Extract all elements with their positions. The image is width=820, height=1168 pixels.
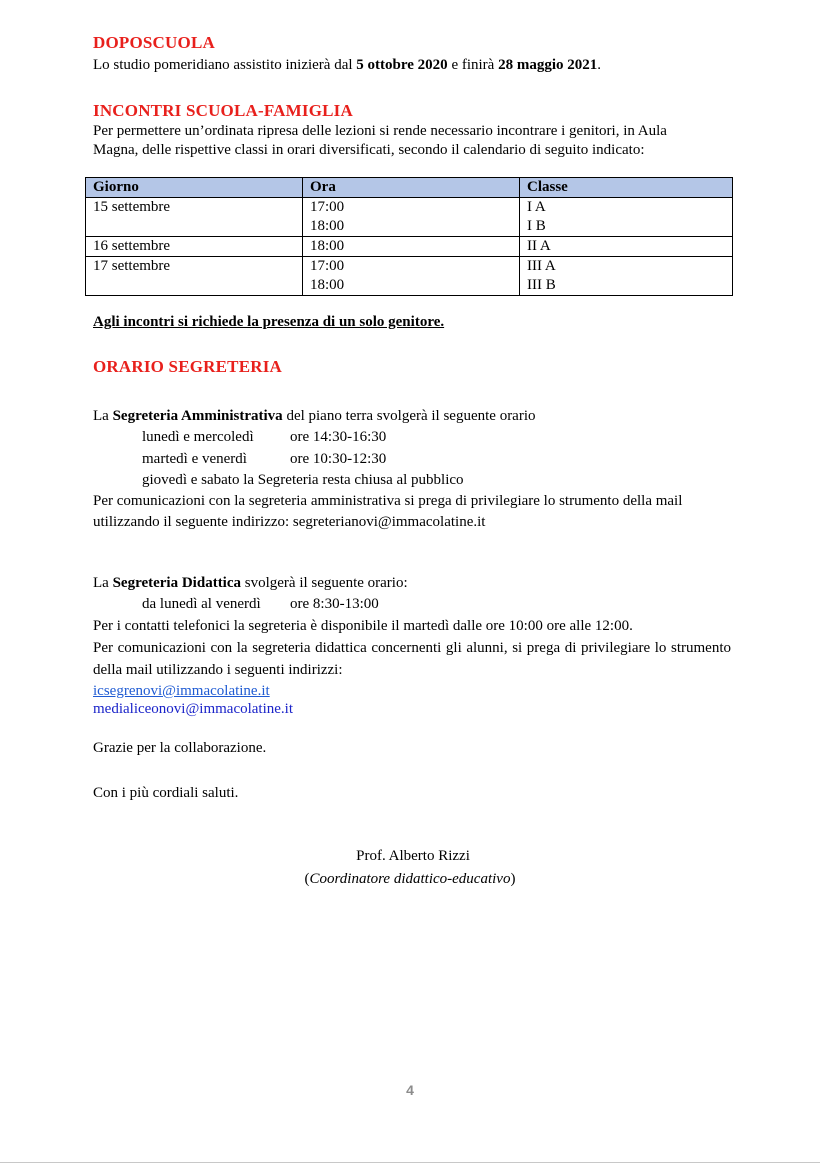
end-date: 28 maggio 2021	[498, 57, 598, 73]
cell-giorno: 17 settembre	[86, 257, 303, 296]
cell-classe: I A I B	[520, 198, 733, 237]
amm-mail-line-1: Per comunicazioni con la segreteria amministrativa si prega di privilegiare lo strumento della mail	[93, 493, 683, 509]
did-phone-note: Per i contatti telefonici la segreteria è disponibile il martedì dalle ore 10:00 ore alle 12:00.	[93, 618, 633, 634]
calendar-table	[85, 177, 733, 296]
incontri-line-2: Magna, delle rispettive classi in orari diversificati, secondo il calendario di seguito indicato:	[93, 142, 645, 158]
cell-ora: 18:00	[303, 237, 520, 257]
amm-schedule-days-2: martedì e venerdì	[142, 451, 247, 467]
table-header-row	[86, 178, 733, 198]
signature-name: Prof. Alberto Rizzi	[356, 848, 470, 864]
email-medialiceonovi: medialiceonovi@immacolatine.it	[93, 701, 294, 717]
amm-closed-note: giovedì e sabato la Segreteria resta chiusa al pubblico	[142, 472, 464, 488]
thanks-text: Grazie per la collaborazione.	[93, 740, 267, 756]
cell-classe: III A III B	[520, 257, 733, 296]
did-mail-note: Per comunicazioni con la segreteria didattica concernenti gli alunni, si prega di privilegiare lo strumento della mail utilizzando i seguenti indirizzi:	[93, 640, 731, 678]
column-header-classe: Classe	[520, 178, 733, 198]
amm-schedule-days-1: lunedì e mercoledì	[142, 429, 254, 445]
segreteria-heading: ORARIO SEGRETERIA	[93, 357, 283, 376]
incontri-heading: INCONTRI SCUOLA-FAMIGLIA	[93, 101, 353, 120]
page-number: 4	[406, 1082, 414, 1098]
single-parent-note: Agli incontri si richiede la presenza di un solo genitore.	[93, 314, 445, 330]
page-bottom-divider	[0, 1162, 820, 1163]
doposcuola-heading: DOPOSCUOLA	[93, 33, 215, 52]
signature-role: (Coordinatore didattico-educativo)	[304, 871, 516, 887]
doposcuola-text: Lo studio pomeridiano assistito inizierà dal 5 ottobre 2020 e finirà 28 maggio 2021.	[93, 57, 601, 73]
regards-text: Con i più cordiali saluti.	[93, 785, 239, 801]
column-header-ora: Ora	[303, 178, 520, 198]
incontri-line-1: Per permettere un’ordinata ripresa delle lezioni si rende necessario incontrare i genitori, in Aula	[93, 123, 667, 139]
cell-giorno: 15 settembre	[86, 198, 303, 237]
did-schedule-hours: ore 8:30-13:00	[290, 596, 379, 612]
amm-intro: La Segreteria Amministrativa del piano terra svolgerà il seguente orario	[93, 408, 536, 424]
amm-schedule-hours-1: ore 14:30-16:30	[290, 429, 387, 445]
table-row	[86, 257, 733, 296]
amm-schedule-hours-2: ore 10:30-12:30	[290, 451, 387, 467]
did-intro: La Segreteria Didattica svolgerà il seguente orario:	[93, 575, 408, 591]
email-link-icsegrenovi[interactable]: icsegrenovi@immacolatine.it	[93, 683, 270, 699]
cell-ora: 17:00 18:00	[303, 257, 520, 296]
amm-mail-line-2: utilizzando il seguente indirizzo: segreterianovi@immacolatine.it	[93, 514, 486, 530]
cell-giorno: 16 settembre	[86, 237, 303, 257]
column-header-giorno: Giorno	[86, 178, 303, 198]
did-schedule-days: da lunedì al venerdì	[142, 596, 261, 612]
cell-classe: II A	[520, 237, 733, 257]
table-row	[86, 198, 733, 237]
table-row	[86, 237, 733, 257]
cell-ora: 17:00 18:00	[303, 198, 520, 237]
start-date: 5 ottobre 2020	[356, 57, 448, 73]
